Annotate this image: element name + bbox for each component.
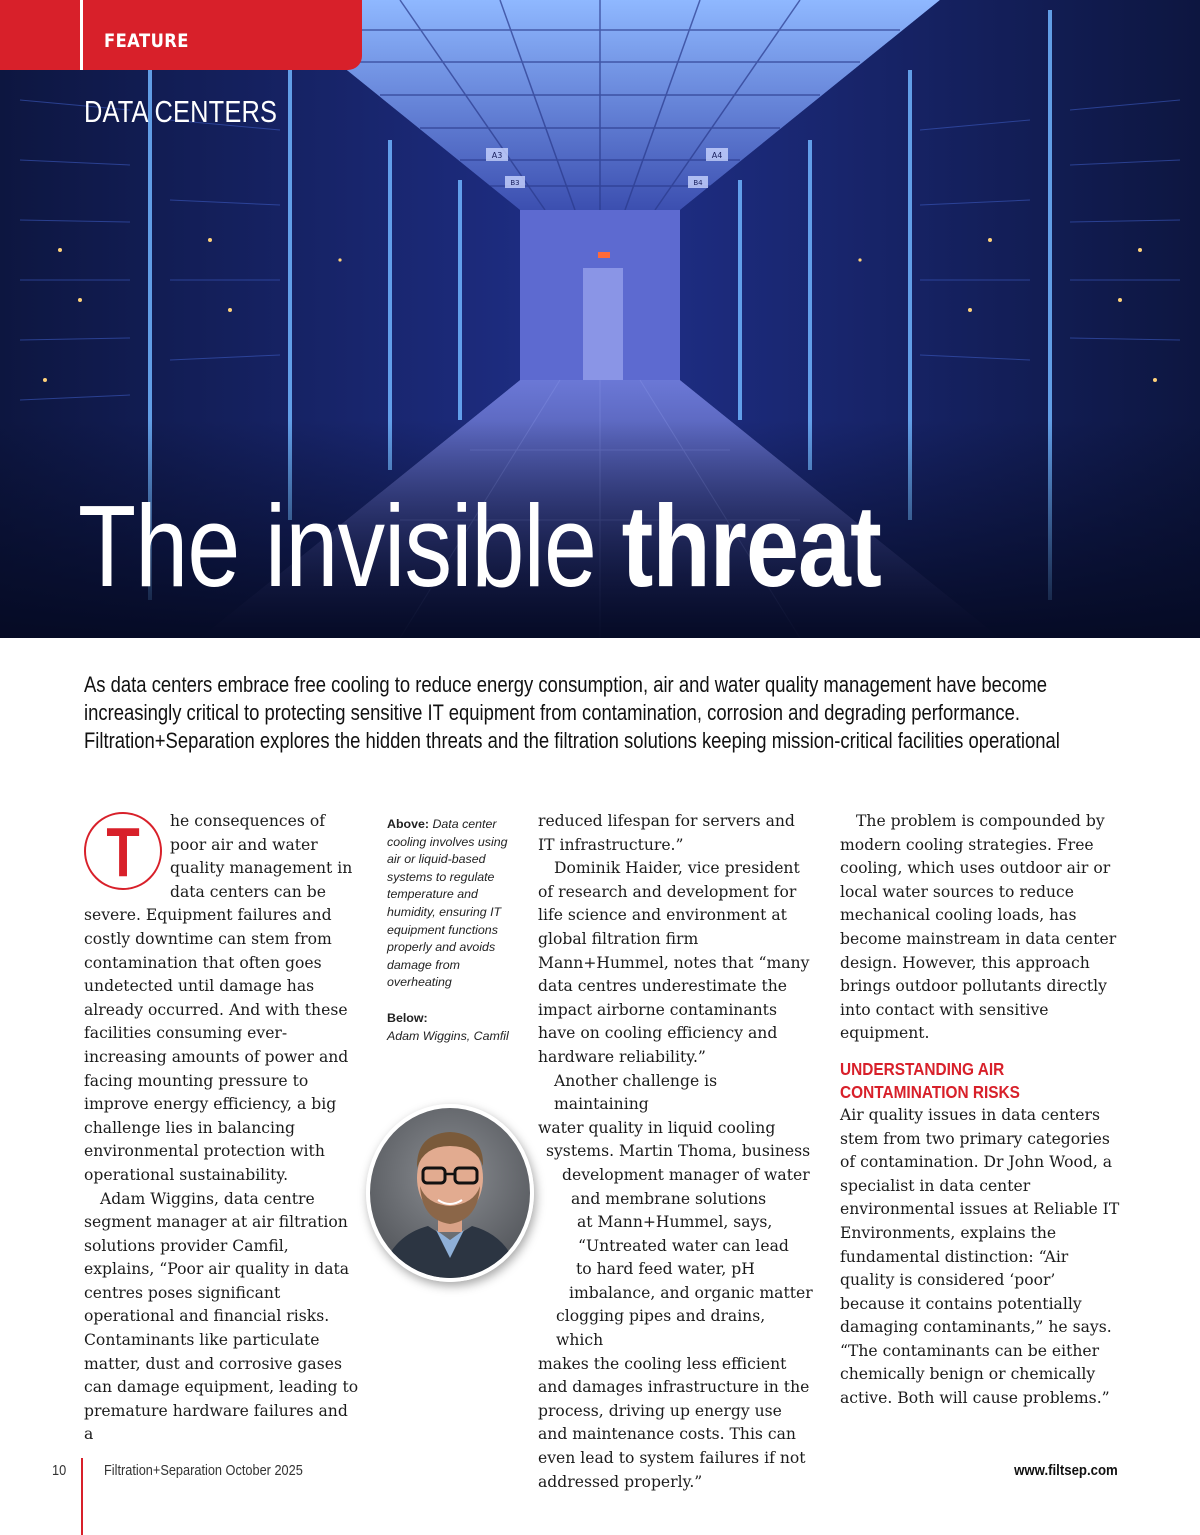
col1-paragraph-2: Adam Wiggins, data centre segment manager at air filtration solutions provider Camfil, explains, “Poor air quality in data centres poses significant operational and financial risks. Contaminants like particulate matter, dust and corrosive gases can damage equipment, leading to premature hardware failures and a bbox=[84, 1189, 359, 1444]
col2-paragraph-1: reduced lifespan for servers and IT infrastructure.” bbox=[538, 812, 795, 854]
aisle-sign-a3: A3 bbox=[491, 151, 503, 160]
col3-paragraph-1: The problem is compounded by modern cooling strategies. Free cooling, which uses outdoor air or local water sources to reduce mechanical cooling loads, has become mainstream in data center design. However, this approach brings outdoor pollutants directly into contact with sensitive equipment. bbox=[840, 812, 1117, 1043]
wrap-line-5: and membrane solutions bbox=[571, 1189, 767, 1208]
page-number: 10 bbox=[52, 1462, 67, 1479]
standfirst: As data centers embrace free cooling to reduce energy consumption, air and water quality management have become increasingly critical to protecting sensitive IT equipment from contamination, corrosion and degrading performance. Filtration+Separation explores the hidden threats and the filtration solutions keeping mission-critical facilities operational bbox=[84, 672, 1060, 753]
wrap-line-1: Another challenge is maintaining bbox=[554, 1071, 718, 1114]
caption-above-label: Above: bbox=[387, 817, 429, 831]
body-column-3 bbox=[840, 810, 1120, 1411]
portrait-photo bbox=[366, 1104, 534, 1282]
section-label: DATA CENTERS bbox=[84, 94, 278, 129]
photo-caption bbox=[387, 816, 513, 1045]
col3-paragraph-2: Air quality issues in data centers stem from two primary categories of contamination. Dr John Wood, a specialist in data center environmental issues at Reliable IT Environments, explains the fundamental distinction: “Air quality is considered ‘poor’ because it contains potentially damaging contaminants,” he says. “The contaminants can be either chemically benign or chemically active. Both will cause problems.” bbox=[840, 1105, 1120, 1408]
aisle-sign-a4: A4 bbox=[711, 151, 723, 160]
wrap-line-10: clogging pipes and drains, which bbox=[556, 1307, 766, 1350]
feature-tab-rule bbox=[80, 0, 83, 70]
hero-image bbox=[0, 0, 1200, 638]
wrap-line-4: development manager of water bbox=[562, 1165, 810, 1184]
subheading: UNDERSTANDING AIR CONTAMINATION RISKS bbox=[840, 1058, 1020, 1102]
person-portrait-illustration bbox=[370, 1108, 530, 1278]
feature-label: FEATURE bbox=[104, 30, 189, 52]
headline bbox=[78, 481, 881, 611]
headline-bold: threat bbox=[621, 481, 881, 611]
website-url[interactable]: www.filtsep.com bbox=[1014, 1462, 1118, 1479]
wrap-line-3: systems. Martin Thoma, business bbox=[546, 1142, 811, 1161]
col1-paragraph-1: he consequences of poor air and water quality management in data centers can be severe. Equipment failures and costly downtime can stem from contamination that often goes undetected until damage has already occurred. And with these facilities consuming ever-increasing amounts of power and facing mounting pressure to improve energy efficiency, a big challenge lies in balancing environmental protection with operational sustainability. bbox=[84, 812, 353, 1184]
wrap-line-9: imbalance, and organic matter bbox=[569, 1283, 813, 1302]
caption-below-label: Below: bbox=[387, 1010, 428, 1025]
publication-name: Filtration+Separation October 2025 bbox=[104, 1462, 303, 1479]
wrap-line-7: “Untreated water can lead bbox=[578, 1236, 789, 1255]
body-column-2 bbox=[538, 810, 816, 1494]
aisle-sign-b3: B3 bbox=[510, 179, 520, 187]
col2-paragraph-2: Dominik Haider, vice president of research and development for life science and environment at global filtration firm Mann+Hummel, notes that “many data centres underestimate the impact airborne contaminants have on cooling efficiency and hardware reliability.” bbox=[538, 859, 810, 1066]
wrap-line-8: to hard feed water, pH bbox=[576, 1260, 755, 1279]
aisle-sign-b4: B4 bbox=[693, 179, 703, 187]
dropcap bbox=[84, 812, 162, 890]
col2-paragraph-3-wrap bbox=[538, 1070, 816, 1353]
dropcap-letter: T bbox=[106, 813, 140, 891]
caption-above-text: Data center cooling involves using air or liquid-based systems to regulate temperature and humidity, ensuring IT equipment functions properly and avoids damage from overheating bbox=[387, 817, 508, 990]
headline-light: The invisible bbox=[78, 481, 622, 611]
wrap-line-2: water quality in liquid cooling bbox=[538, 1118, 776, 1137]
body-column-1 bbox=[84, 810, 359, 1447]
wrap-line-6: at Mann+Hummel, says, bbox=[577, 1213, 773, 1232]
footer-rule bbox=[81, 1458, 83, 1535]
col2-paragraph-3-rest: makes the cooling less efficient and damages infrastructure in the process, driving up energy use and maintenance costs. This can even lead to system failures if not addressed properly.” bbox=[538, 1354, 810, 1491]
caption-below-text: Adam Wiggins, Camfil bbox=[387, 1028, 509, 1043]
